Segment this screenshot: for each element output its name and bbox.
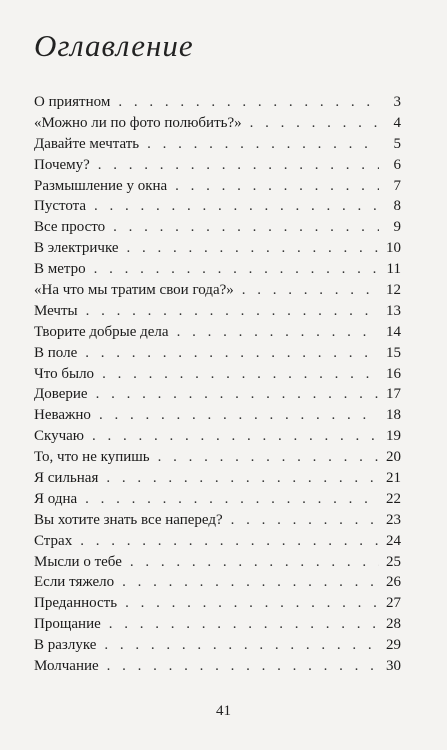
toc-entry-title: «Можно ли по фото полюбить?»	[34, 114, 242, 131]
toc-entry	[34, 593, 401, 614]
dot-leader	[99, 405, 379, 426]
toc-entry-title: Страх	[34, 532, 73, 549]
toc-entry-page-number: 20	[386, 449, 401, 466]
toc-entry-page-number: 4	[393, 114, 401, 131]
toc-entry	[34, 301, 401, 322]
toc-entry	[34, 614, 401, 635]
toc-entry-title: Творите добрые дела	[34, 323, 169, 340]
dot-leader	[94, 259, 379, 280]
dot-leader	[98, 155, 379, 176]
toc-entry	[34, 447, 401, 468]
toc-entry-title: Почему?	[34, 156, 90, 173]
toc-entry	[34, 489, 401, 510]
toc-entry-page-number: 29	[386, 637, 401, 654]
toc-entry	[34, 343, 401, 364]
toc-entry-title: В электричке	[34, 240, 119, 257]
toc-entry-title: Размышление у окна	[34, 177, 168, 194]
dot-leader	[250, 113, 379, 134]
toc-entry-page-number: 16	[386, 365, 401, 382]
dot-leader	[94, 196, 379, 217]
dot-leader	[92, 426, 379, 447]
toc-entry	[34, 155, 401, 176]
toc-entry-title: Доверие	[34, 386, 88, 403]
toc-entry-title: Все просто	[34, 219, 106, 236]
toc-entry-title: Молчание	[34, 658, 99, 675]
toc-entry-title: Что было	[34, 365, 95, 382]
toc-entry-page-number: 9	[393, 219, 401, 236]
toc-entry	[34, 113, 401, 134]
dot-leader	[109, 614, 379, 635]
toc-entry-title: Неважно	[34, 407, 91, 424]
toc-entry	[34, 635, 401, 656]
toc-entry-title: Скучаю	[34, 428, 84, 445]
toc-entry-title: Если тяжело	[34, 574, 115, 591]
toc-entry	[34, 280, 401, 301]
dot-leader	[177, 322, 379, 343]
toc-entry-page-number: 14	[386, 323, 401, 340]
toc-entry	[34, 92, 401, 113]
toc-entry	[34, 217, 401, 238]
toc-entry-page-number: 13	[386, 302, 401, 319]
toc-entry-page-number: 21	[386, 470, 401, 487]
toc-entry-page-number: 18	[386, 407, 401, 424]
toc-entry-page-number: 7	[393, 177, 401, 194]
toc-entry	[34, 656, 401, 677]
toc-entry	[34, 364, 401, 385]
toc-entry-page-number: 23	[386, 511, 401, 528]
toc-entry-page-number: 27	[386, 595, 401, 612]
toc-entry-page-number: 30	[386, 658, 401, 675]
toc-entry-title: «На что мы тратим свои года?»	[34, 282, 234, 299]
toc-entry-page-number: 8	[393, 198, 401, 215]
dot-leader	[147, 134, 379, 155]
toc-entry-page-number: 26	[386, 574, 401, 591]
toc-entry	[34, 531, 401, 552]
dot-leader	[118, 92, 379, 113]
toc-entry	[34, 259, 401, 280]
toc-entry-title: В разлуке	[34, 637, 97, 654]
dot-leader	[125, 593, 379, 614]
dot-leader	[104, 635, 379, 656]
dot-leader	[80, 531, 379, 552]
toc-entry-page-number: 28	[386, 616, 401, 633]
toc-entry	[34, 176, 401, 197]
toc-entry-title: Мысли о тебе	[34, 553, 122, 570]
toc-entry	[34, 322, 401, 343]
toc-entry-title: В метро	[34, 261, 86, 278]
dot-leader	[106, 468, 379, 489]
dot-leader	[130, 552, 379, 573]
toc-entry-title: То, что не купишь	[34, 449, 150, 466]
dot-leader	[127, 238, 379, 259]
toc-entry-page-number: 19	[386, 428, 401, 445]
dot-leader	[96, 384, 379, 405]
toc-entry-page-number: 5	[393, 135, 401, 152]
toc-entry-title: Мечты	[34, 302, 78, 319]
dot-leader	[102, 364, 379, 385]
dot-leader	[158, 447, 379, 468]
page-title: Оглавление	[34, 28, 194, 63]
toc-entry	[34, 384, 401, 405]
toc-entry	[34, 510, 401, 531]
dot-leader	[86, 301, 379, 322]
toc-entry-title: О приятном	[34, 94, 111, 110]
dot-leader	[242, 280, 379, 301]
toc-entry	[34, 468, 401, 489]
toc-entry	[34, 134, 401, 155]
toc-entry	[34, 238, 401, 259]
toc-entry-page-number: 22	[386, 490, 401, 507]
toc-entry-page-number: 15	[386, 344, 401, 361]
toc-entry-title: Я одна	[34, 490, 78, 507]
dot-leader	[107, 656, 379, 677]
toc-entry	[34, 405, 401, 426]
toc-entry-title: Я сильная	[34, 470, 99, 487]
toc-entry-title: Прощание	[34, 616, 101, 633]
toc-entry-page-number: 25	[386, 553, 401, 570]
toc-entry-title: Вы хотите знать все наперед?	[34, 511, 223, 528]
toc-entry-title: В поле	[34, 344, 78, 361]
toc-entry-page-number: 24	[386, 532, 401, 549]
page-number: 41	[216, 703, 231, 719]
toc-entry-title: Давайте мечтать	[34, 135, 140, 152]
dot-leader	[113, 217, 379, 238]
toc-entry-page-number: 12	[386, 282, 401, 299]
toc-entry-title: Пустота	[34, 198, 87, 215]
toc-entry-page-number: 3	[393, 94, 401, 110]
toc-entry-page-number: 17	[386, 386, 401, 403]
toc-entry-page-number: 6	[393, 156, 401, 173]
toc-entry-page-number: 10	[386, 240, 401, 257]
dot-leader	[85, 343, 379, 364]
dot-leader	[175, 176, 379, 197]
dot-leader	[122, 572, 379, 593]
toc-entry-title: Преданность	[34, 595, 118, 612]
toc-entry	[34, 196, 401, 217]
toc-entry-page-number: 11	[386, 261, 401, 278]
toc-entry	[34, 572, 401, 593]
dot-leader	[85, 489, 379, 510]
table-of-contents	[34, 92, 401, 677]
dot-leader	[231, 510, 379, 531]
toc-entry	[34, 426, 401, 447]
toc-entry	[34, 552, 401, 573]
